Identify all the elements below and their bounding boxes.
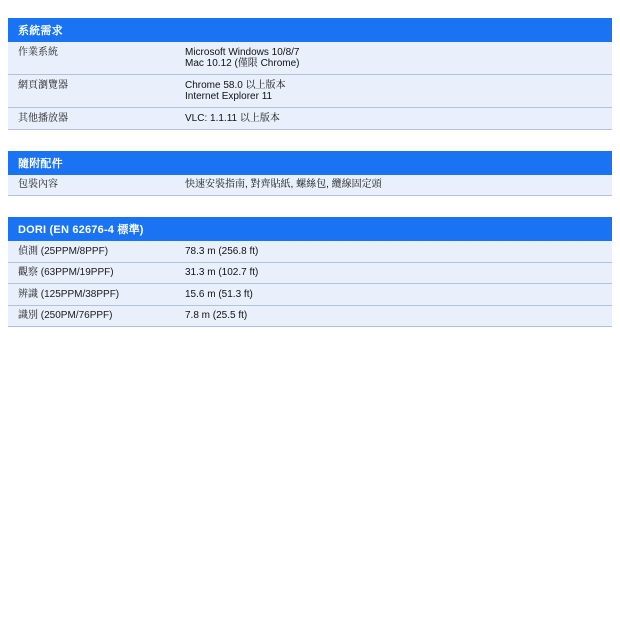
section-rows xyxy=(8,241,612,327)
row-label: 包裝內容 xyxy=(18,179,58,190)
row-value xyxy=(185,80,612,103)
value-line: Internet Explorer 11 xyxy=(185,91,273,102)
row-value xyxy=(185,310,612,322)
row-label: 網頁瀏覽器 xyxy=(18,79,68,91)
section-rows xyxy=(8,175,612,197)
row-label: 作業系統 xyxy=(18,46,58,58)
table-row xyxy=(8,263,612,285)
row-value xyxy=(185,267,612,279)
value-line: 7.8 m (25.5 ft) xyxy=(185,310,248,321)
row-value xyxy=(185,47,612,70)
value-line: Chrome 58.0 以上版本 xyxy=(185,79,286,91)
value-line: 31.3 m (102.7 ft) xyxy=(185,267,259,278)
value-line: Microsoft Windows 10/8/7 xyxy=(185,46,300,58)
table-row xyxy=(8,75,612,108)
table-row xyxy=(8,108,612,130)
row-value xyxy=(185,179,612,191)
section-header xyxy=(8,18,612,42)
table-row xyxy=(8,42,612,75)
row-label: 辨識 (125PPM/38PPF) xyxy=(18,288,120,300)
section-title: 隨附配件 xyxy=(18,157,63,170)
row-label: 識別 (250PM/76PPF) xyxy=(18,310,113,321)
row-label: 偵測 (25PPM/8PPF) xyxy=(18,245,109,257)
value-line: 快速安裝指南, 對齊貼紙, 螺絲包, 纜線固定頭 xyxy=(185,179,382,190)
table-row xyxy=(8,284,612,306)
table-row xyxy=(8,175,612,197)
value-line: VLC: 1.1.11 以上版本 xyxy=(185,112,280,124)
row-label: 其他播放器 xyxy=(18,112,68,124)
spec-section xyxy=(8,151,612,197)
row-label: 觀察 (63PPM/19PPF) xyxy=(18,267,114,278)
section-rows xyxy=(8,42,612,130)
spec-section xyxy=(8,217,612,327)
row-value xyxy=(185,289,612,301)
row-value xyxy=(185,246,612,258)
section-title: DORI (EN 62676-4 標準) xyxy=(18,224,144,236)
section-header xyxy=(8,151,612,175)
spec-section xyxy=(8,18,612,130)
value-line: Mac 10.12 (僅限 Chrome) xyxy=(185,58,300,69)
row-value xyxy=(185,113,612,125)
value-line: 15.6 m (51.3 ft) xyxy=(185,288,253,300)
section-header xyxy=(8,217,612,241)
table-row xyxy=(8,241,612,263)
value-line: 78.3 m (256.8 ft) xyxy=(185,245,259,257)
table-row xyxy=(8,306,612,328)
section-title: 系統需求 xyxy=(18,25,63,37)
